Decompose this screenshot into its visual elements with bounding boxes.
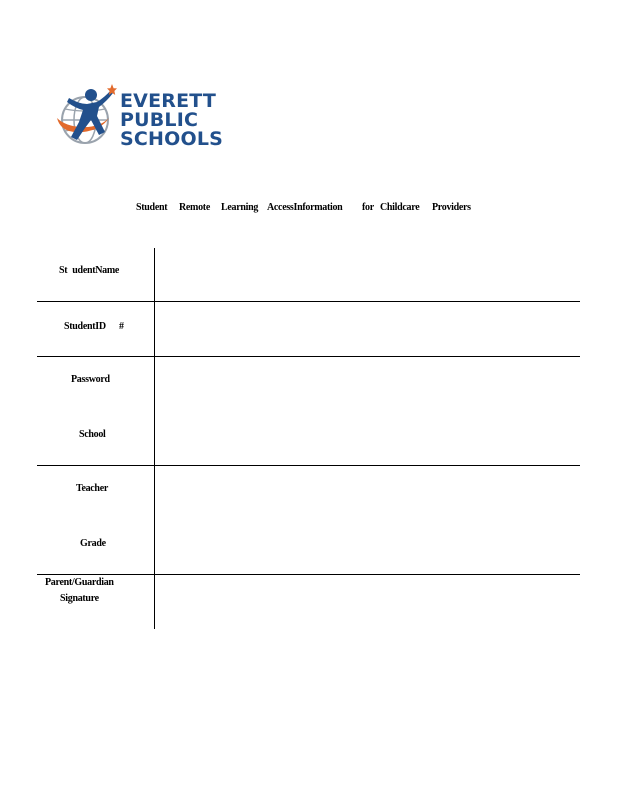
everett-public-schools-logo — [55, 82, 224, 150]
parent-guardian-label: Parent/Guardian — [45, 577, 114, 588]
form-row-divider — [37, 574, 580, 575]
title-word-for: for — [362, 202, 374, 213]
title-word-access-information: AccessInformation — [267, 202, 343, 213]
school-label: School — [79, 429, 106, 440]
logo-wordmark — [120, 92, 223, 149]
title-word-providers: Providers — [432, 202, 471, 213]
title-word-remote: Remote — [179, 202, 210, 213]
title-word-learning: Learning — [221, 202, 259, 213]
student-id-hash-label: # — [119, 321, 124, 332]
teacher-label: Teacher — [76, 483, 108, 494]
form-row-divider — [37, 465, 580, 466]
student-name-label — [59, 265, 119, 276]
student-id-label — [64, 321, 106, 332]
logo-line-public: PUBLIC — [120, 109, 199, 131]
student-name-label-part1: St — [59, 265, 68, 276]
form-title — [0, 202, 618, 214]
signature-label: Signature — [60, 593, 99, 604]
form-row-divider — [37, 356, 580, 357]
grade-label: Grade — [80, 538, 106, 549]
student-name-label-part2: udentName — [72, 265, 120, 276]
logo-line-everett: EVERETT — [120, 90, 217, 112]
student-id-label-text: StudentID — [64, 321, 106, 332]
title-word-student: Student — [136, 202, 168, 213]
password-label: Password — [71, 374, 110, 385]
form-row-divider — [37, 301, 580, 302]
school-logo-emblem-icon — [55, 82, 117, 148]
form-column-divider — [154, 248, 155, 629]
title-word-childcare: Childcare — [380, 202, 420, 213]
logo-line-schools: SCHOOLS — [120, 128, 224, 150]
